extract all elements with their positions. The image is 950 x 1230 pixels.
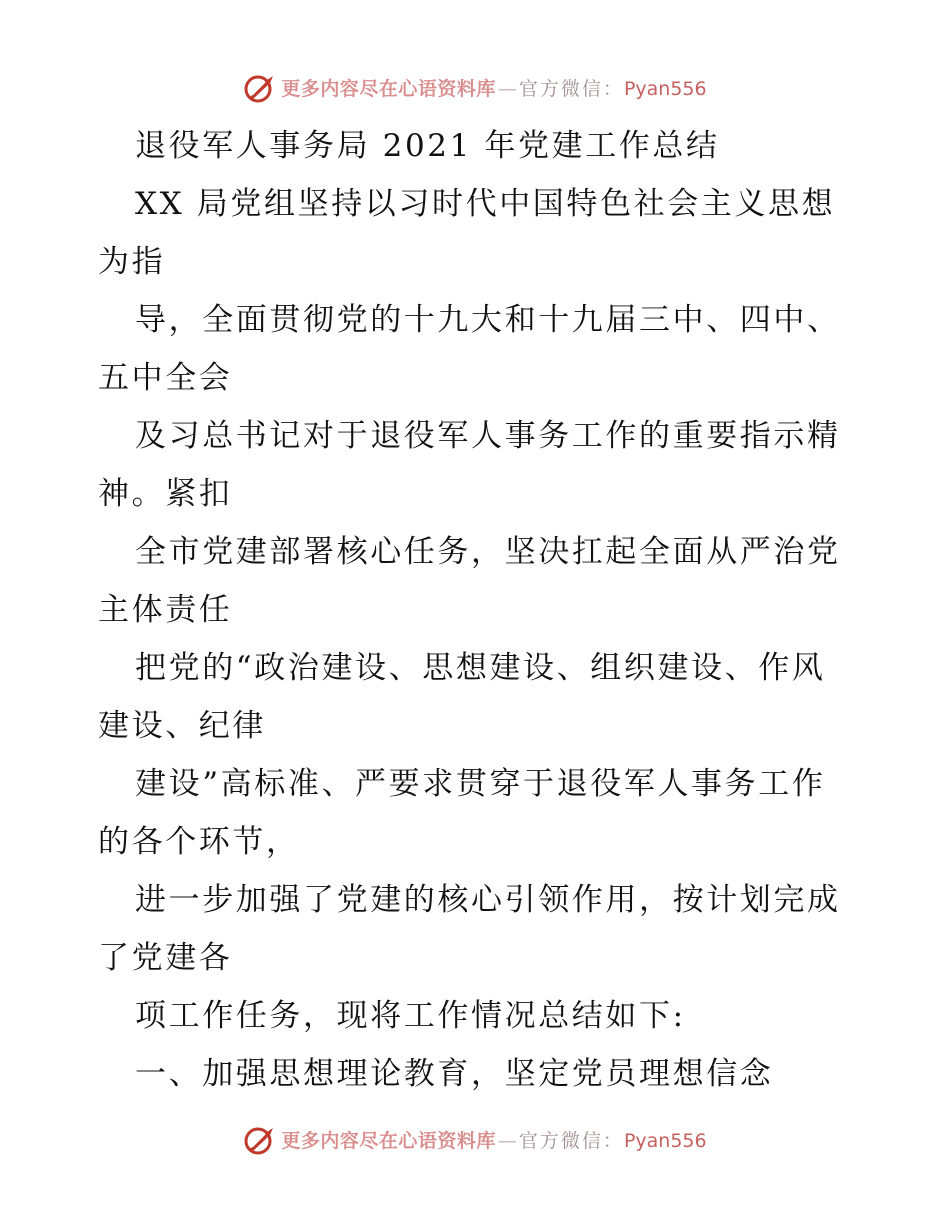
watermark-label: 官方微信： [518,1130,624,1152]
feather-pen-logo-icon [243,74,277,104]
header-watermark [0,74,950,104]
text-line: 五中全会 [98,360,233,396]
document-body [98,117,858,1103]
footer-watermark [0,1126,950,1156]
text-line: 导，全面贯彻党的十九大和十九届三中、四中、 [135,302,841,338]
text-line: 一、加强思想理论教育，坚定党员理想信念 [135,1056,774,1092]
watermark-separator: — [497,1130,517,1152]
text-line: 的各个环节， [98,824,300,860]
document-title: 退役军人事务局 2021 年党建工作总结 [135,128,720,164]
text-line: XX 局党组坚持以习时代中国特色社会主义思想 [135,186,836,222]
text-line: 项工作任务，现将工作情况总结如下: [135,998,686,1034]
watermark-wechat-id: Pyan556 [623,78,707,100]
text-line: 为指 [98,244,166,280]
watermark-wechat-id: Pyan556 [623,1130,707,1152]
text-line: 及习总书记对于退役军人事务工作的重要指示精 [135,418,841,454]
text-line: 主体责任 [98,592,233,628]
text-line: 了党建各 [98,940,233,976]
text-line: 全市党建部署核心任务，坚决扛起全面从严治党 [135,534,841,570]
text-line: 进一步加强了党建的核心引领作用，按计划完成 [135,882,841,918]
watermark-site-text: 更多内容尽在心语资料库 [281,1130,496,1152]
watermark-separator: — [497,78,517,100]
feather-pen-logo-icon [243,1126,277,1156]
text-line: 把党的“政治建设、思想建设、组织建设、作风 [135,650,826,686]
watermark-site-text: 更多内容尽在心语资料库 [281,78,496,100]
text-line: 神。紧扣 [98,476,233,512]
text-line: 建设”高标准、严要求贯穿于退役军人事务工作 [135,766,826,802]
watermark-label: 官方微信： [518,78,624,100]
text-line: 建设、纪律 [98,708,266,744]
